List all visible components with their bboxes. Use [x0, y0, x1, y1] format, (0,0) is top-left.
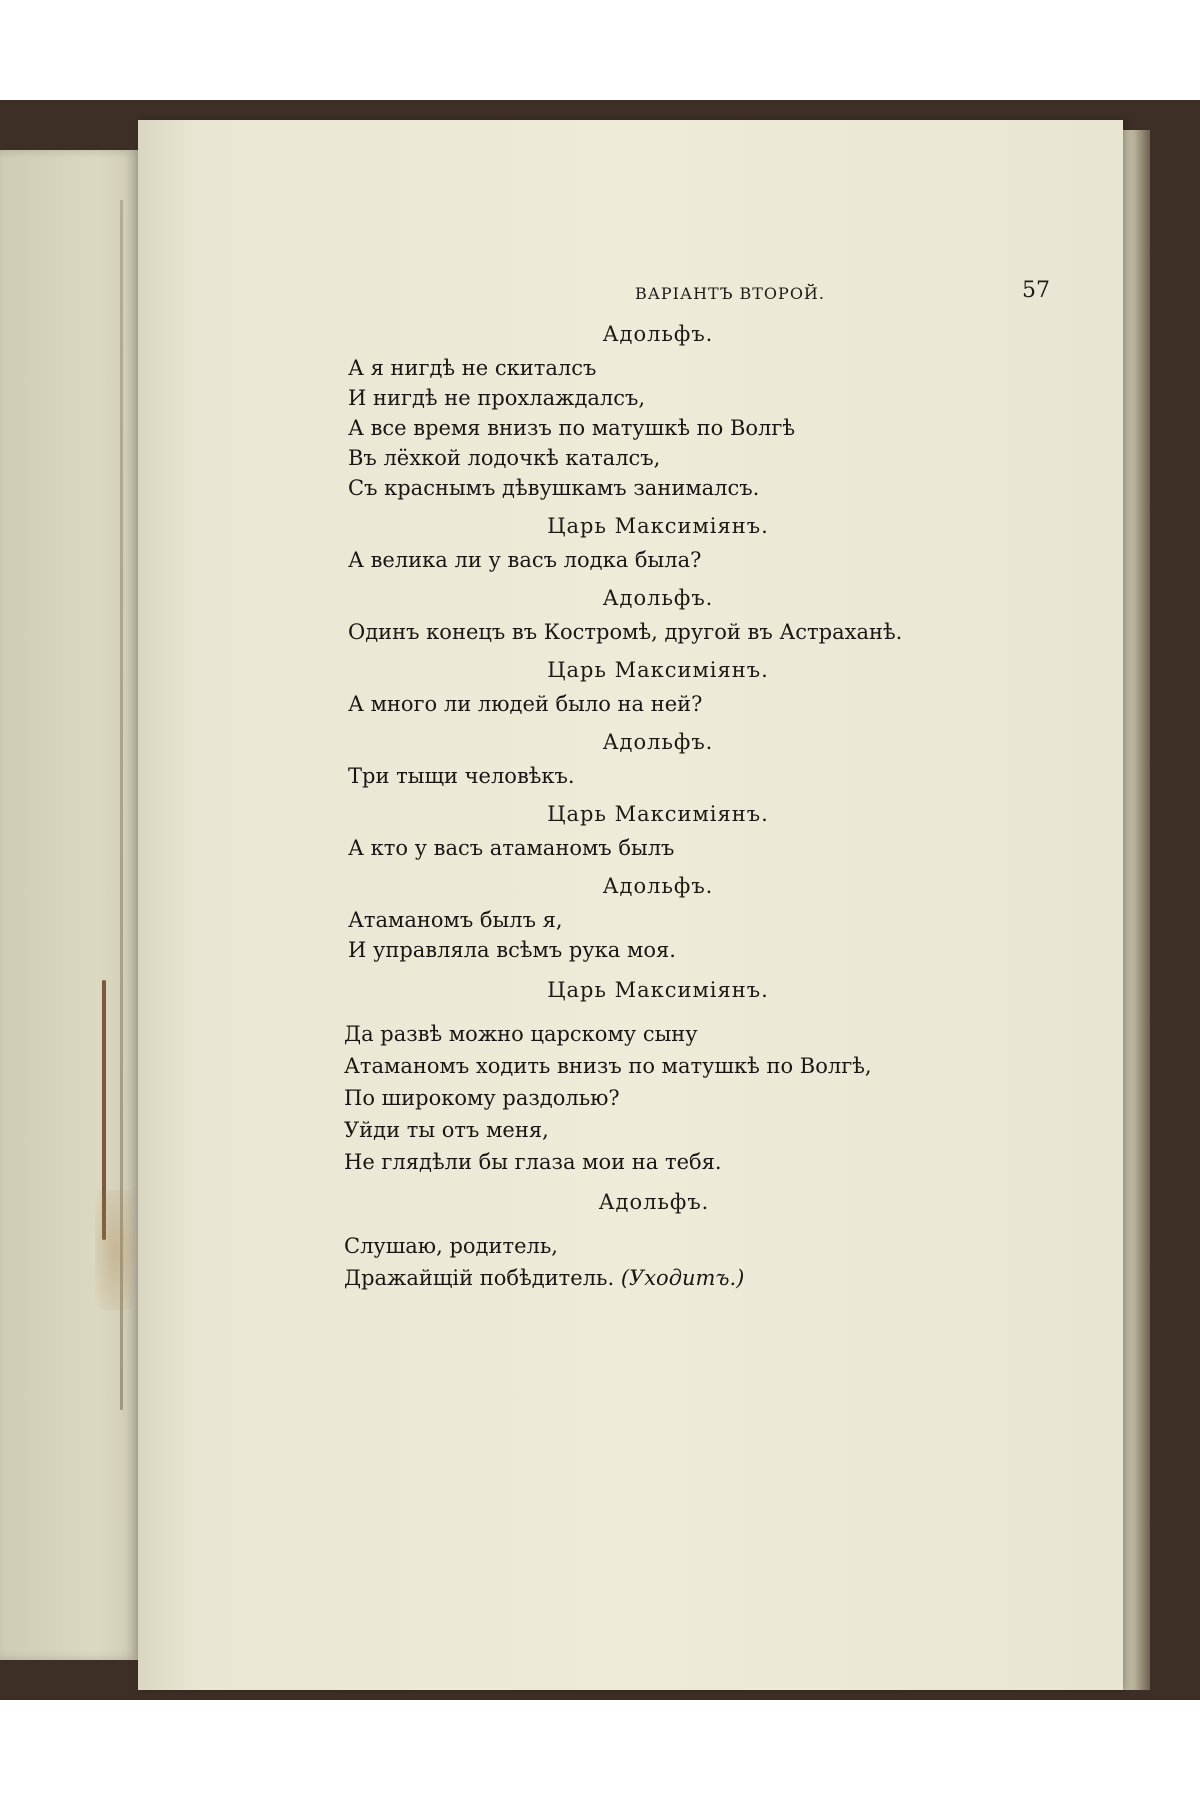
speaker-name: Царь Максиміянъ.	[547, 658, 769, 682]
verse-line: Атаманомъ ходить внизъ по матушкѣ по Волгѣ,	[344, 1054, 872, 1078]
speaker-name: Адольфъ.	[598, 1190, 710, 1214]
verse-line: Уйди ты отъ меня,	[344, 1118, 549, 1142]
verse-line-with-direction	[344, 1266, 744, 1290]
verse-line: Слушаю, родитель,	[344, 1234, 558, 1258]
speaker-name: Царь Максиміянъ.	[547, 978, 769, 1002]
verse-line: Три тыщи человѣкъ.	[348, 764, 575, 788]
verse-line: Атаманомъ былъ я,	[348, 908, 563, 932]
verse-line: Съ краснымъ дѣвушкамъ занималсъ.	[348, 476, 760, 500]
verse-line: А велика ли у васъ лодка была?	[348, 548, 702, 572]
left-page-edge	[0, 150, 138, 1660]
speaker-name: Адольфъ.	[602, 874, 714, 898]
verse-line: И управляла всѣмъ рука моя.	[348, 938, 676, 962]
verse-line: Одинъ конецъ въ Костромѣ, другой въ Астраханѣ.	[348, 620, 903, 644]
verse-line: Не глядѣли бы глаза мои на тебя.	[344, 1150, 722, 1174]
book-photo	[0, 100, 1200, 1700]
speaker-name: Адольфъ.	[602, 586, 714, 610]
verse-line: А все время внизъ по матушкѣ по Волгѣ	[348, 416, 796, 440]
play-text	[138, 120, 1123, 1690]
stage-direction: (Уходитъ.)	[620, 1266, 745, 1290]
speaker-name: Адольфъ.	[602, 730, 714, 754]
verse-line: Въ лёхкой лодочкѣ каталсъ,	[348, 446, 661, 470]
verse-line: И нигдѣ не прохлаждалсъ,	[348, 386, 646, 410]
verse-line: Да развѣ можно царскому сыну	[344, 1022, 698, 1046]
verse-text: Дражайщій побѣдитель.	[344, 1266, 615, 1290]
running-title: ВАРІАНТЪ ВТОРОЙ.	[635, 284, 825, 303]
book-page	[138, 120, 1123, 1690]
speaker-name: Царь Максиміянъ.	[547, 802, 769, 826]
verse-line: По широкому раздолью?	[344, 1086, 620, 1110]
verse-line: А я нигдѣ не скиталсъ	[348, 356, 597, 380]
verse-line: А много ли людей было на ней?	[348, 692, 703, 716]
verse-line: А кто у васъ атаманомъ былъ	[348, 836, 675, 860]
speaker-name: Царь Максиміянъ.	[547, 514, 769, 538]
speaker-name: Адольфъ.	[602, 322, 714, 346]
page-number: 57	[1022, 278, 1050, 303]
page-stain	[95, 1190, 135, 1310]
